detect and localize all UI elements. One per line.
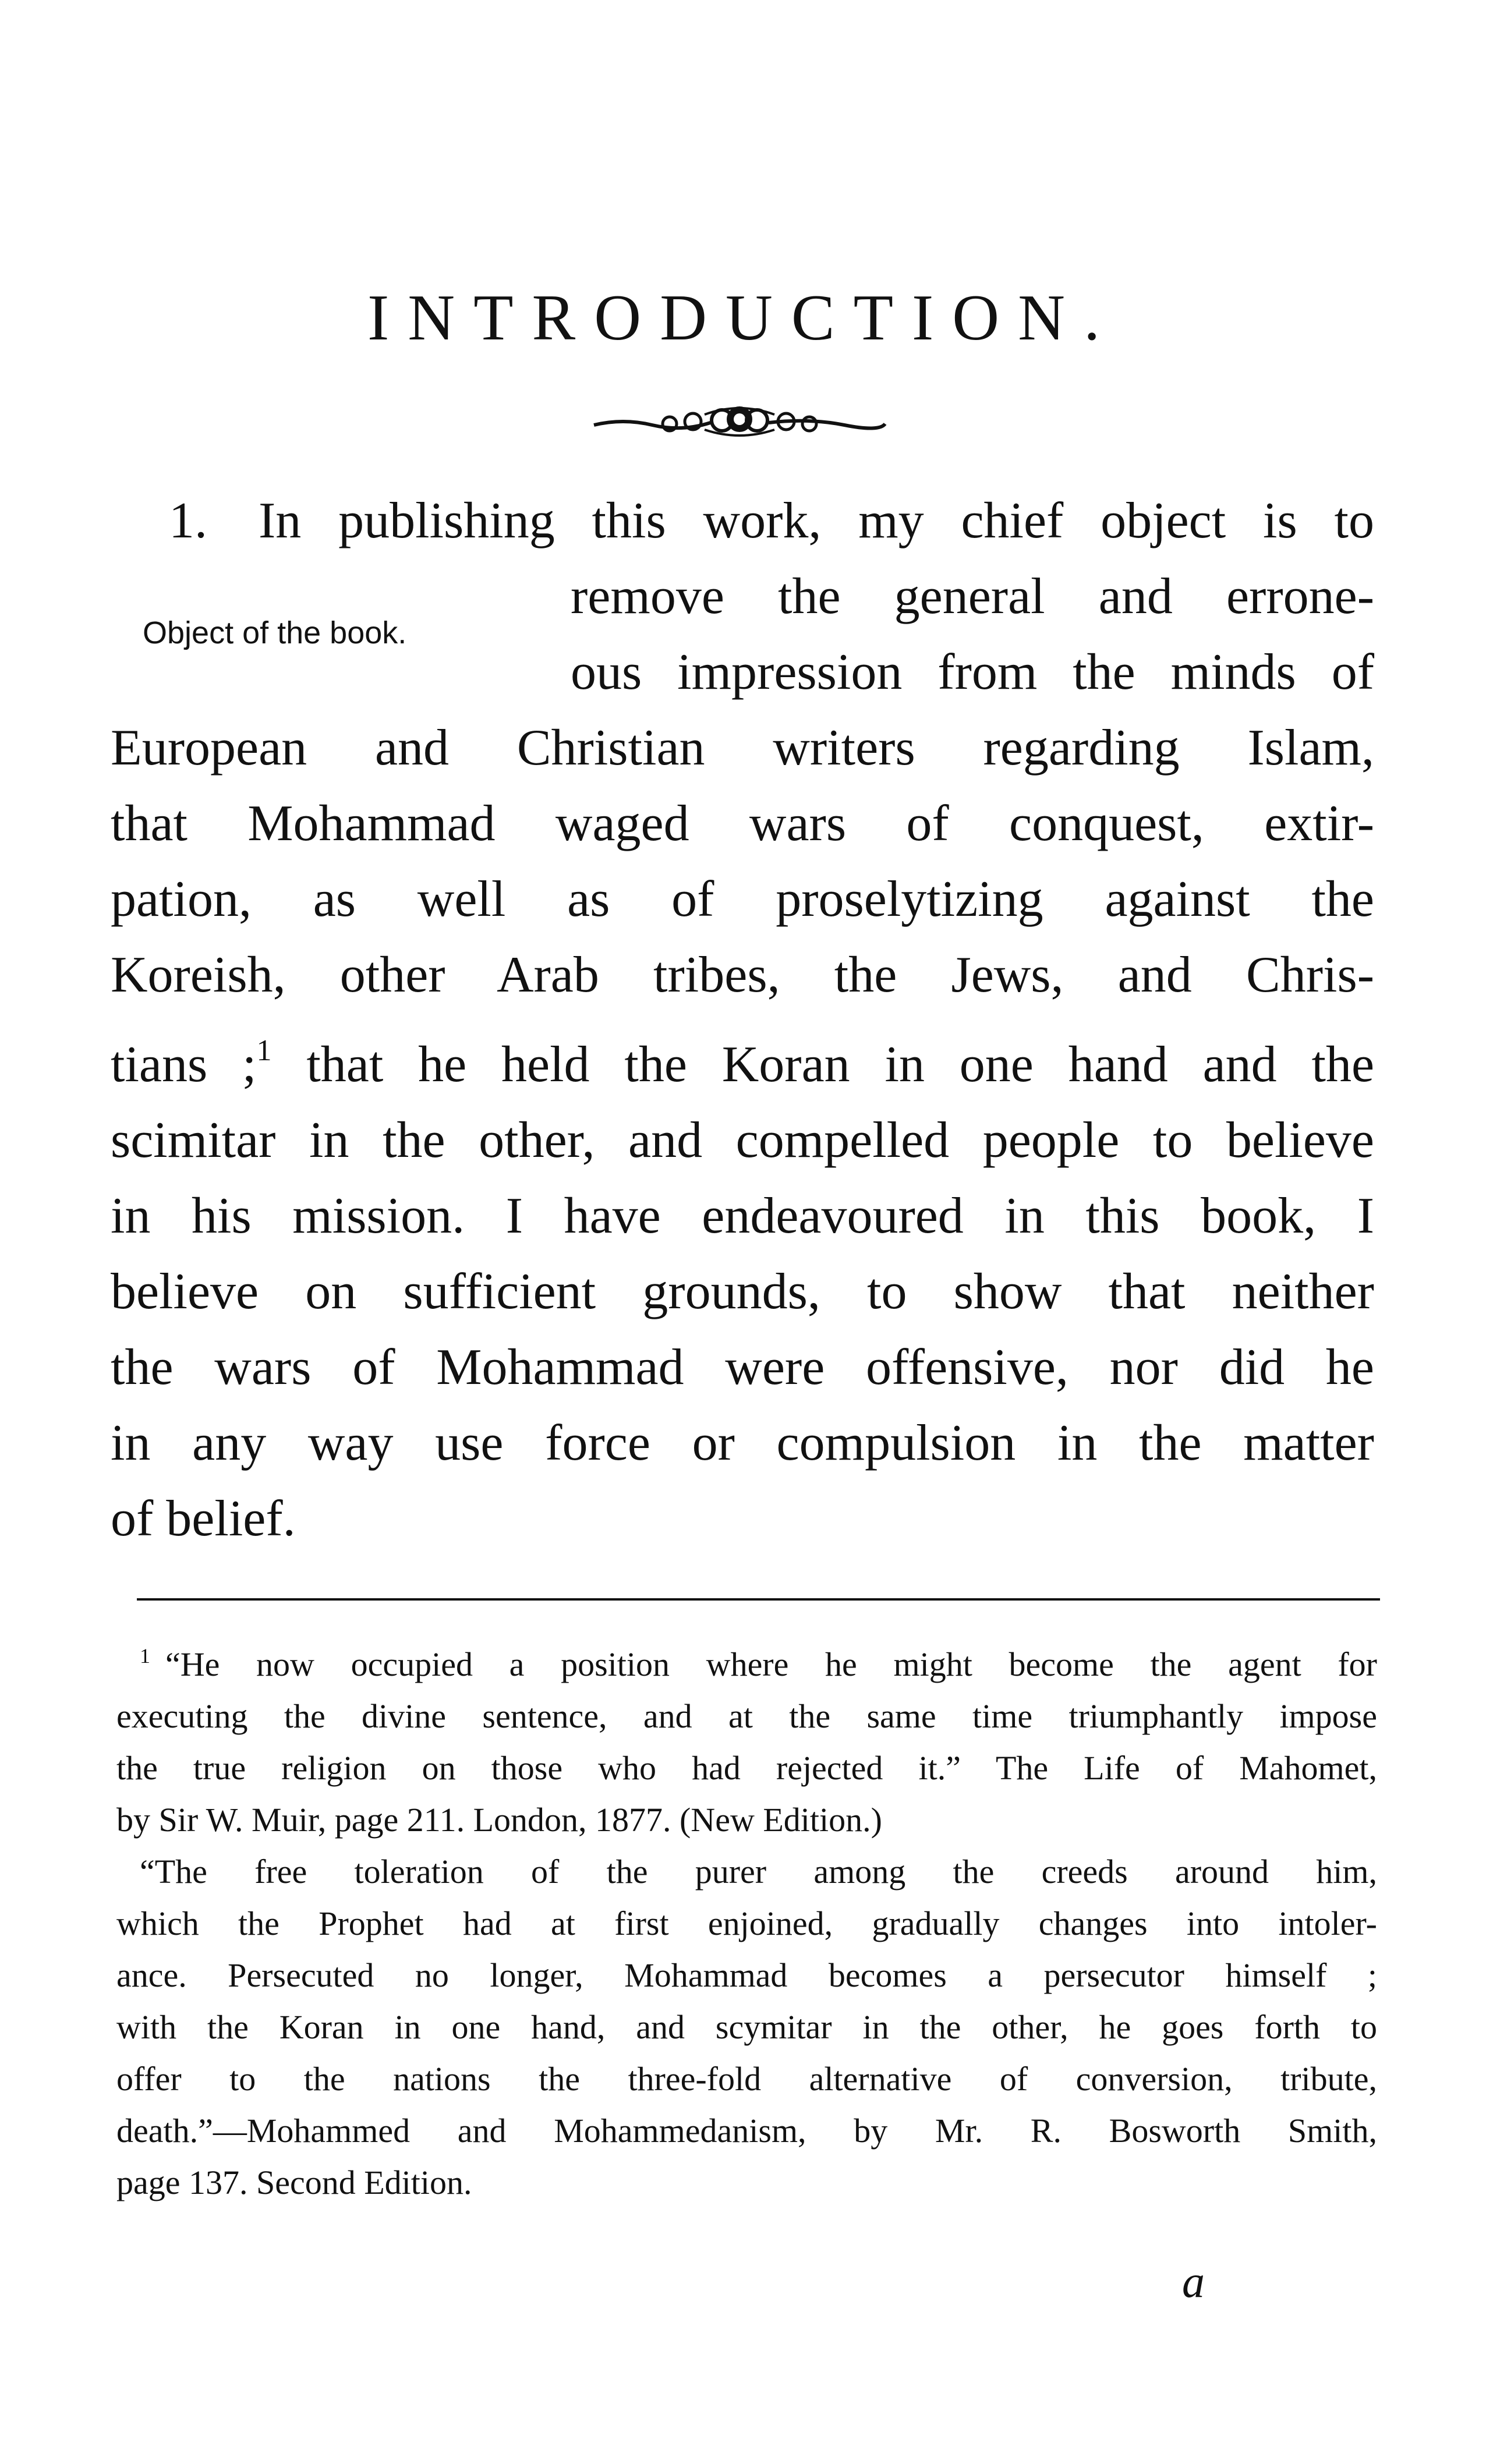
footnote-line: by Sir W. Muir, page 211. London, 1877. (New Edition.) xyxy=(116,1801,882,1839)
footnote-line: offer to the nations the three-fold alternative of conversion, tribute, xyxy=(116,2060,1377,2098)
body-line: 1. In publishing this work, my chief object is to xyxy=(169,493,1374,549)
body-line: that Mohammad waged wars of conquest, extir- xyxy=(111,795,1374,852)
page-title: INTRODUCTION. xyxy=(367,282,1119,354)
body-line: believe on sufficient grounds, to show that neither xyxy=(111,1263,1374,1320)
footnote-marker: 1 xyxy=(140,1644,150,1668)
body-paragraph xyxy=(111,483,1374,1557)
footnote-line: executing the divine sentence, and at the same time triumphantly impose xyxy=(116,1697,1377,1735)
body-line: Koreish, other Arab tribes, the Jews, and Chris- xyxy=(111,947,1374,1003)
footnote-line: which the Prophet had at first enjoined, gradually changes into intoler- xyxy=(116,1904,1377,1942)
footnote-line: ance. Persecuted no longer, Mohammad becomes a persecutor himself ; xyxy=(116,1956,1377,1994)
footnote-line: page 137. Second Edition. xyxy=(116,2164,472,2201)
footnote-line: “The free toleration of the purer among the creeds around him, xyxy=(140,1853,1377,1891)
signature-mark: a xyxy=(1182,2256,1205,2307)
body-line: in his mission. I have endeavoured in this book, I xyxy=(111,1188,1374,1244)
body-line: of belief. xyxy=(111,1491,296,1547)
body-line: ous impression from the minds of xyxy=(571,644,1374,700)
footnote-line: death.”—Mohammed and Mohammedanism, by Mr. R. Bosworth Smith, xyxy=(116,2112,1377,2150)
body-line: scimitar in the other, and compelled people to believe xyxy=(111,1112,1374,1169)
footnote-divider xyxy=(137,1598,1380,1601)
footnote-line: with the Koran in one hand, and scymitar in the other, he goes forth to xyxy=(116,2008,1377,2046)
body-line: pation, as well as of proselytizing against the xyxy=(111,871,1374,927)
section-number: 1. xyxy=(169,493,207,549)
body-line: the wars of Mohammad were offensive, nor did he xyxy=(111,1339,1374,1396)
footnote-reference: 1 xyxy=(256,1034,272,1067)
body-line: tians ;$^1$ that he held the Koran in one hand and the xyxy=(111,1034,1375,1093)
ornamental-divider-icon xyxy=(588,402,891,442)
body-line: remove the general and errone- xyxy=(571,568,1374,625)
footnote-line: the true religion on those who had rejected it.” The Life of Mahomet, xyxy=(116,1749,1377,1787)
footnotes xyxy=(116,1630,1377,2208)
footnote-line: $^1$ “He now occupied a position where he might become the agent for xyxy=(140,1644,1377,1683)
margin-side-note: Object of the book. xyxy=(143,615,407,650)
body-line: European and Christian writers regarding Islam, xyxy=(111,720,1374,776)
body-line: in any way use force or compulsion in the matter xyxy=(111,1415,1374,1471)
